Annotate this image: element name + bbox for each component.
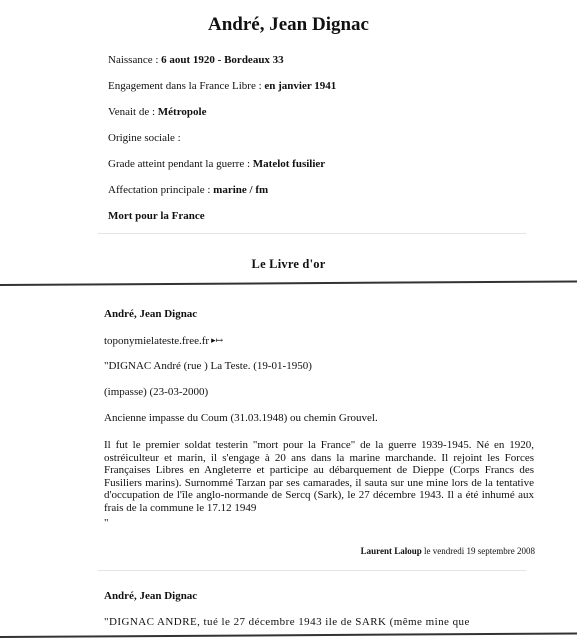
page-title: André, Jean Dignac	[208, 14, 369, 35]
closing-quote: "	[104, 517, 109, 529]
field-mort-pour-la-france: Mort pour la France	[108, 210, 205, 222]
entry-line: Ancienne impasse du Coum (31.03.1948) ou chemin Grouvel.	[104, 412, 378, 424]
section-divider	[0, 280, 577, 286]
field-affectation: Affectation principale : marine / fm	[108, 184, 269, 196]
divider	[98, 233, 526, 234]
entry-signature	[361, 546, 535, 556]
livre-dor-title: Le Livre d'or	[251, 257, 326, 271]
divider	[98, 570, 526, 571]
entry-author-name: André, Jean Dignac	[104, 308, 198, 320]
field-origine-sociale: Origine sociale :	[108, 132, 181, 144]
field-engagement: Engagement dans la France Libre : en janvier 1941	[108, 80, 337, 92]
bottom-divider	[0, 632, 577, 638]
signature-date: le vendredi 19 septembre 2008	[421, 546, 535, 556]
external-link-icon: ▸↦	[211, 335, 224, 345]
entry-line: (impasse) (23-03-2000)	[104, 386, 209, 398]
field-grade: Grade atteint pendant la guerre : Matelot fusilier	[108, 158, 326, 170]
source-link[interactable]: toponymielateste.free.fr ▸↦	[104, 335, 224, 347]
field-naissance: Naissance : 6 aout 1920 - Bordeaux 33	[108, 54, 284, 66]
entry-paragraph: Il fut le premier soldat testerin "mort pour la France" de la guerre 1939-1945. Né en 1920, ostréiculteur et marin, il s'engage à 20 ans dans la marine marchande. Il rejoint les Forces Françaises Libres en Angleterre et participe au débarquement de Dieppe (Corps Francs des Fusiliers marins). Surnommé Tarzan par ses camarades, il sauta sur une mine lors de la tentative d'occupation de l'île anglo-normande de Sercq (Sark), le 27 décembre 1943. Il a été inhumé aux frais de la commune le 17.12 1949	[104, 439, 534, 514]
entry-text: "DIGNAC ANDRE, tué le 27 décembre 1943 ile de SARK (même mine que	[104, 616, 470, 628]
entry-line: "DIGNAC André (rue ) La Teste. (19-01-1950)	[104, 360, 312, 372]
signature-author[interactable]: Laurent Laloup	[360, 546, 422, 556]
entry-author-name: André, Jean Dignac	[104, 590, 198, 602]
field-venait-de: Venait de : Métropole	[108, 106, 207, 118]
